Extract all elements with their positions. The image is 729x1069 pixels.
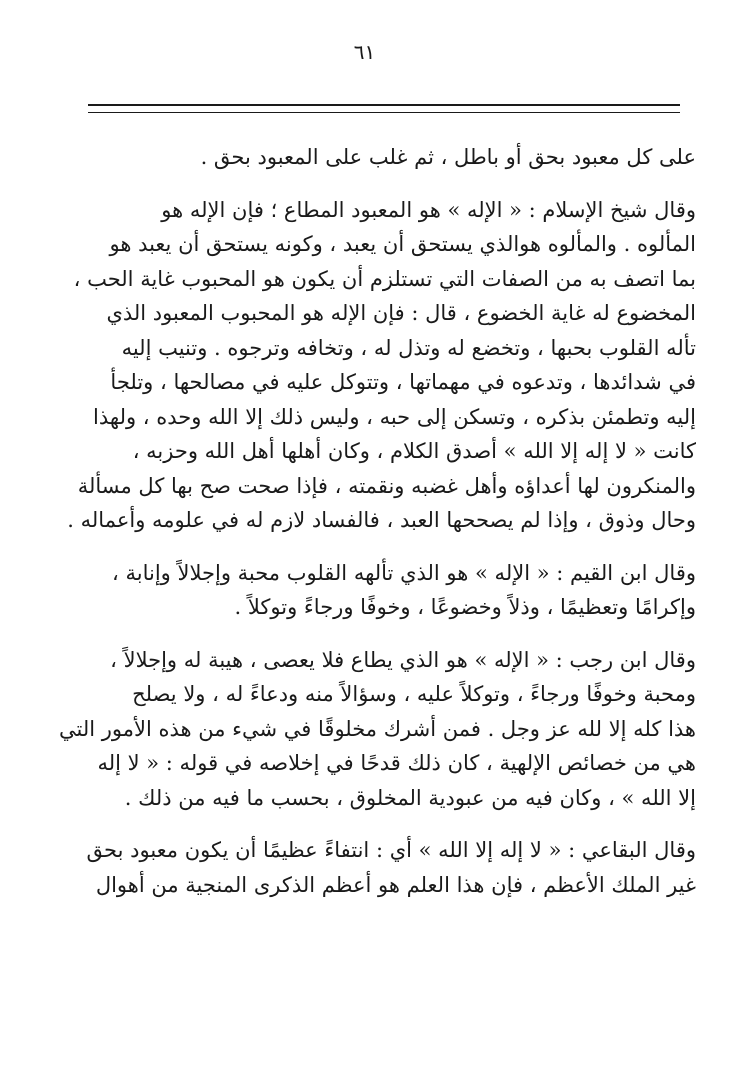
text-line: إلا الله » ، وكان فيه من عبودية المخلوق ، بحسب ما فيه من ذلك .: [124, 785, 696, 810]
header-rule-thick: [88, 104, 680, 106]
text-line: وقال ابن القيم : « الإله » هو الذي تألهه القلوب محبة وإجلالاً وإنابة ،: [112, 560, 696, 585]
paragraph-shaykh-al-islam: [64, 193, 696, 538]
text-line: المألوه . والمألوه هوالذي يستحق أن يعبد ، وكونه يستحق أن يعبد هو: [109, 232, 696, 256]
text-line: كانت « لا إله إلا الله » أصدق الكلام ، وكان أهلها أهل الله وحزبه ،: [132, 439, 696, 463]
header-rule-thin: [88, 112, 680, 113]
text-line: وقال شيخ الإسلام : « الإله » هو المعبود المطاع ؛ فإن الإله هو: [161, 197, 696, 222]
text-line: بما اتصف به من الصفات التي تستلزم أن يكون هو المحبوب غاية الحب ،: [73, 266, 696, 291]
paragraph-al-biqai: [64, 833, 696, 902]
text-line: وقال البقاعي : « لا إله إلا الله » أي : انتفاءً عظيمًا أن يكون معبود بحق: [86, 838, 696, 862]
text-line: وقال ابن رجب : « الإله » هو الذي يطاع فلا يعصى ، هيبة له وإجلالاً ،: [110, 647, 696, 672]
text-line: ومحبة وخوفًا ورجاءً ، وتوكلاً عليه ، وسؤالاً منه ودعاءً له ، ولا يصلح: [132, 682, 696, 706]
page-body: [58, 140, 696, 902]
text-line: المخضوع له غاية الخضوع ، قال : فإن الإله هو المحبوب المعبود الذي: [106, 301, 696, 325]
text-line: على كل معبود بحق أو باطل ، ثم غلب على المعبود بحق .: [200, 145, 696, 169]
paragraph-ibn-al-qayyim: [64, 556, 696, 625]
text-line: في شدائدها ، وتدعوه في مهماتها ، وتتوكل عليه في مصالحها ، وتلجأ: [110, 370, 696, 394]
text-line: والمنكرون لها أعداؤه وأهل غضبه ونقمته ، فإذا صحت صح بها كل مسألة: [77, 473, 696, 498]
text-line: إليه وتطمئن بذكره ، وتسكن إلى حبه ، وليس ذلك إلا الله وحده ، ولهذا: [93, 404, 696, 429]
paragraph-intro-continuation: [64, 140, 696, 175]
text-line: وإكرامًا وتعظيمًا ، وذلاً وخضوعًا ، وخوفًا ورجاءً وتوكلاً .: [234, 595, 696, 619]
text-line: هذا كله إلا لله عز وجل . فمن أشرك مخلوقًا في شيء من هذه الأمور التي: [58, 716, 696, 741]
page-number: ٦١: [353, 40, 376, 64]
text-line: وحال وذوق ، وإذا لم يصححها العبد ، فالفساد لازم له في علومه وأعماله .: [67, 508, 696, 532]
text-line: هي من خصائص الإلهية ، كان ذلك قدحًا في إخلاصه في قوله : « لا إله: [97, 751, 696, 775]
text-line: تأله القلوب بحبها ، وتخضع له وتذل له ، وتخافه وترجوه . وتنيب إليه: [121, 335, 696, 360]
paragraph-ibn-rajab: [58, 643, 696, 816]
text-line: غير الملك الأعظم ، فإن هذا العلم هو أعظم الذكرى المنجية من أهوال: [95, 872, 696, 897]
